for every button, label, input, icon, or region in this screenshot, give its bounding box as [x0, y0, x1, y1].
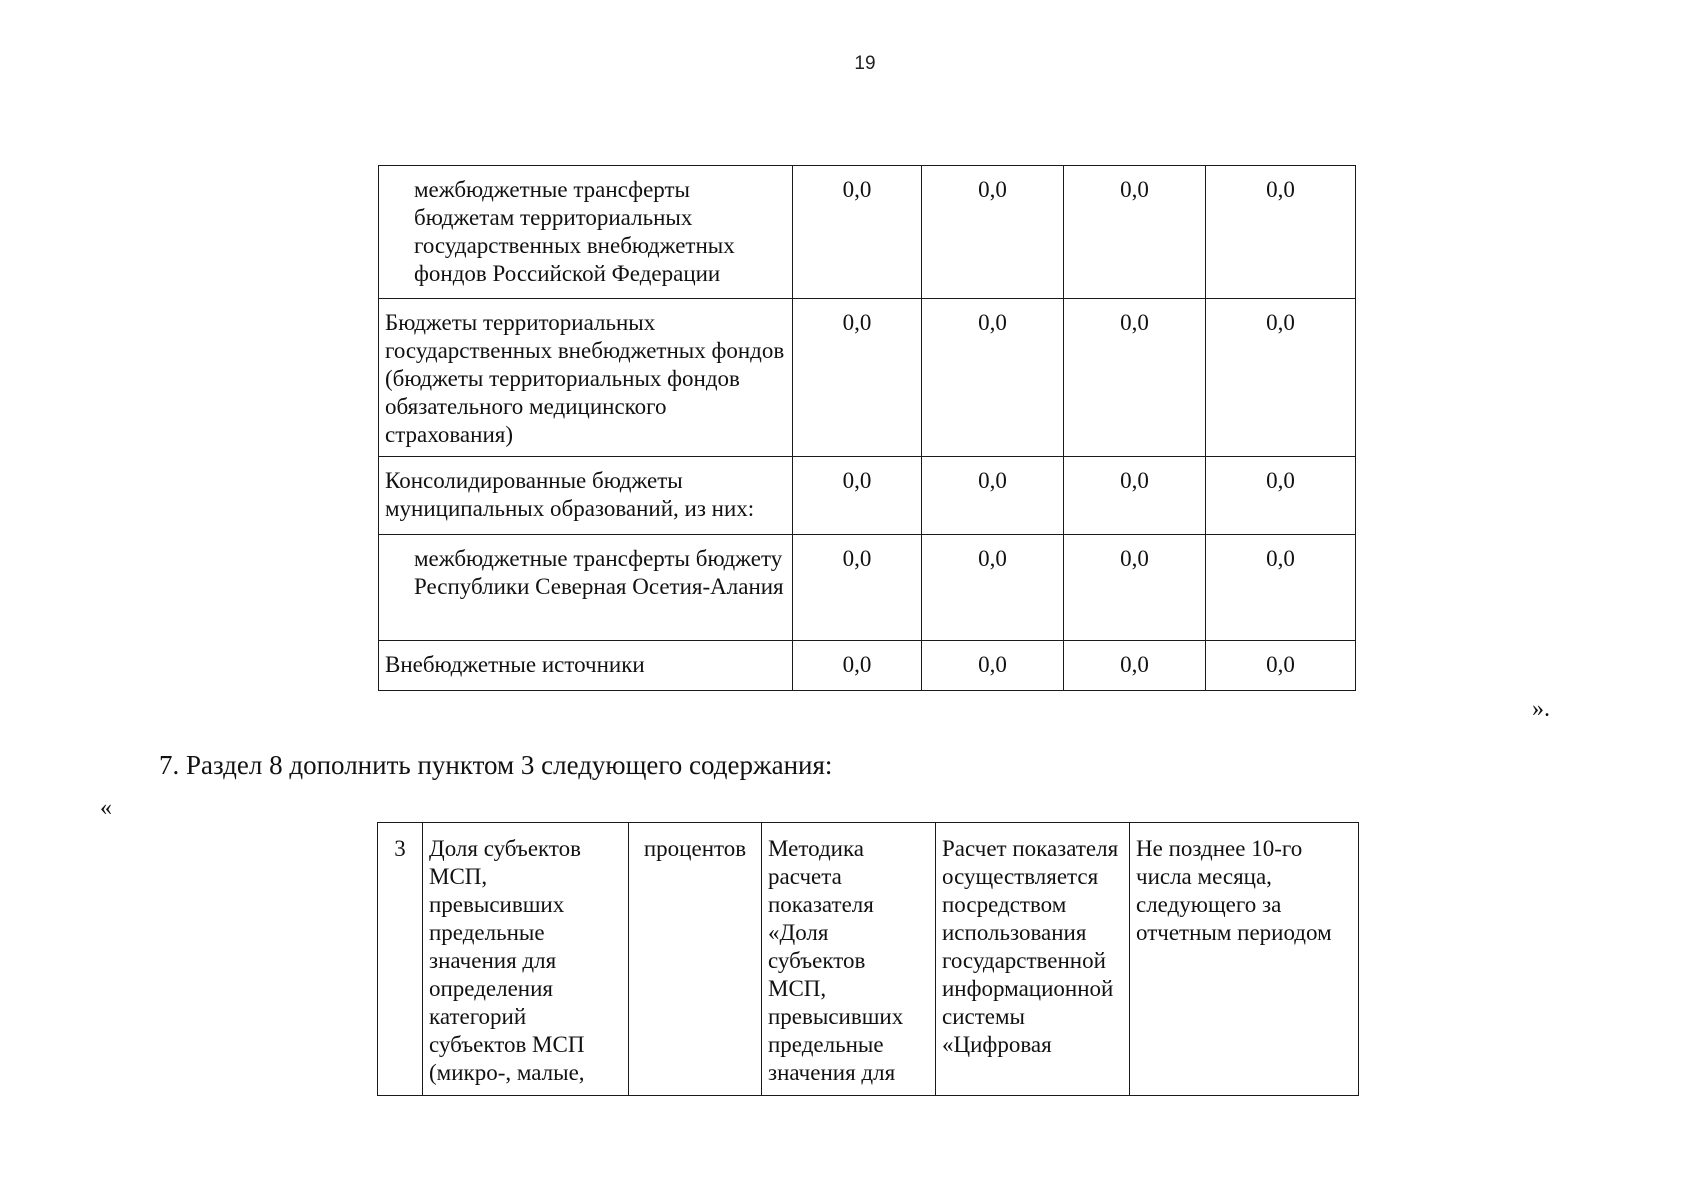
value-cell: 0,0: [1206, 457, 1356, 535]
table-row: [379, 299, 1356, 457]
value-cell: 0,0: [793, 299, 922, 457]
value-cell: 0,0: [922, 535, 1064, 641]
value-cell: 0,0: [1206, 535, 1356, 641]
value-cell: 0,0: [922, 641, 1064, 691]
value-cell: 0,0: [922, 457, 1064, 535]
value-cell: 0,0: [1206, 166, 1356, 299]
row-label: Внебюджетные источники: [379, 641, 793, 691]
financing-table: [378, 165, 1356, 691]
value-cell: 0,0: [793, 641, 922, 691]
indicator-calculation: Расчет показателя осуществляется посредством использования государственной информационной системы «Цифровая: [936, 823, 1130, 1096]
value-cell: 0,0: [922, 166, 1064, 299]
indicator-deadline: Не позднее 10-го числа месяца, следующего за отчетным периодом: [1130, 823, 1359, 1096]
value-cell: 0,0: [793, 457, 922, 535]
amendment-item-heading: 7. Раздел 8 дополнить пунктом 3 следующего содержания:: [159, 750, 833, 780]
value-cell: 0,0: [1064, 166, 1206, 299]
row-label: межбюджетные трансферты бюджетам территориальных государственных внебюджетных фондов Российской Федерации: [379, 166, 793, 299]
indicator-table: [377, 822, 1359, 1096]
row-label: Бюджеты территориальных государственных внебюджетных фондов (бюджеты территориальных фондов обязательного медицинского страхования): [379, 299, 793, 457]
indicator-number: 3: [378, 823, 423, 1096]
value-cell: 0,0: [1064, 299, 1206, 457]
table-row: [378, 823, 1359, 1096]
opening-quote: «: [100, 795, 112, 821]
value-cell: 0,0: [922, 299, 1064, 457]
value-cell: 0,0: [1064, 641, 1206, 691]
row-label: межбюджетные трансферты бюджету Республики Северная Осетия-Алания: [379, 535, 793, 641]
closing-quote: ».: [1532, 696, 1550, 722]
row-label: Консолидированные бюджеты муниципальных образований, из них:: [379, 457, 793, 535]
value-cell: 0,0: [793, 535, 922, 641]
page-number: 19: [854, 53, 876, 74]
table-row: [379, 535, 1356, 641]
indicator-methodology: Методика расчета показателя «Доля субъектов МСП, превысивших предельные значения для: [762, 823, 936, 1096]
table-row: [379, 457, 1356, 535]
table-row: [379, 166, 1356, 299]
value-cell: 0,0: [1206, 641, 1356, 691]
indicator-name: Доля субъектов МСП, превысивших предельные значения для определения категорий субъектов МСП (микро-, малые,: [423, 823, 629, 1096]
value-cell: 0,0: [1064, 535, 1206, 641]
indicator-unit: процентов: [629, 823, 762, 1096]
value-cell: 0,0: [793, 166, 922, 299]
value-cell: 0,0: [1206, 299, 1356, 457]
table-row: [379, 641, 1356, 691]
value-cell: 0,0: [1064, 457, 1206, 535]
